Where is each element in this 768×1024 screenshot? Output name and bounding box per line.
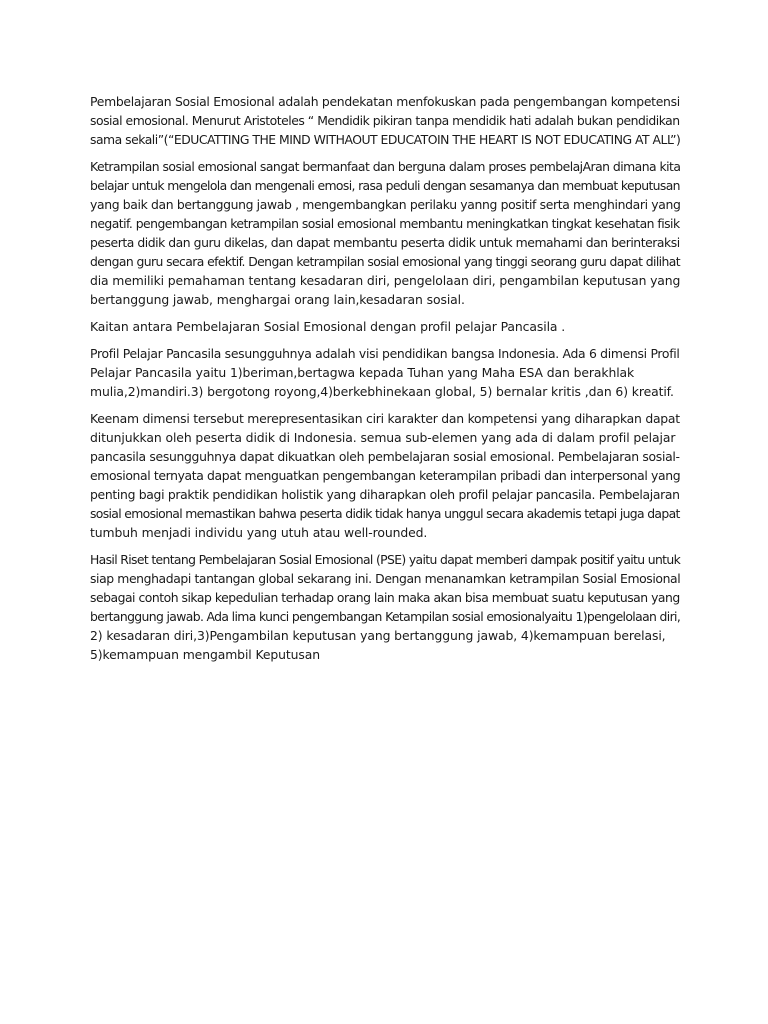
document-body — [90, 92, 680, 672]
text-line: siap menghadapi tantangan global sekarang ini. Dengan menanamkan ketrampilan Sosial Emosional — [90, 571, 681, 586]
text-line: yang baik dan bertanggung jawab , mengembangkan perilaku yanng positif serta menghindari yang — [90, 197, 681, 212]
text-line: Profil Pelajar Pancasila sesungguhnya adalah visi pendidikan bangsa Indonesia. Ada 6 dimensi Profil — [90, 346, 680, 361]
text-line: dia memiliki pemahaman tentang kesadaran diri, pengelolaan diri, pengambilan keputusan yang — [90, 273, 681, 288]
text-line: bertanggung jawab, menghargai orang lain,kesadaran sosial. — [90, 292, 465, 307]
text-line: negatif. pengembangan ketrampilan sosial emosional membantu meningkatkan tingkat kesehatan fisik — [90, 216, 680, 231]
paragraph-hasil-riset — [90, 550, 680, 664]
text-line: Pembelajaran Sosial Emosional adalah pendekatan menfokuskan pada pengembangan kompetensi — [90, 94, 680, 109]
text-line: sebagai contoh sikap kepedulian terhadap orang lain maka akan bisa membuat suatu keputusan yang — [90, 590, 680, 605]
text-line: peserta didik dan guru dikelas, dan dapat membantu peserta didik untuk memahami dan berinteraksi — [90, 235, 680, 250]
paragraph-keenam — [90, 409, 680, 542]
text-line: ditunjukkan oleh peserta didik di Indonesia. semua sub-elemen yang ada di dalam profil pelajar — [90, 430, 676, 445]
text-line: penting bagi praktik pendidikan holistik yang diharapkan oleh profil pelajar pancasila. Pembelajaran — [90, 487, 680, 502]
text-line: Ketrampilan sosial emosional sangat bermanfaat dan berguna dalam proses pembelajAran dimana kita — [90, 159, 681, 174]
text-line: mulia,2)mandiri.3) bergotong royong,4)berkebhinekaan global, 5) bernalar kritis ,dan 6) kreatif. — [90, 384, 674, 399]
paragraph-intro — [90, 92, 680, 149]
text-line: sosial emosional. Menurut Aristoteles “ Mendidik pikiran tanpa mendidik hati adalah bukan pendidikan — [90, 113, 680, 128]
text-line: dengan guru secara efektif. Dengan ketrampilan sosial emosional yang tinggi seorang guru dapat dilihat — [90, 254, 681, 269]
paragraph-profil — [90, 344, 680, 401]
text-line: Hasil Riset tentang Pembelajaran Sosial Emosional (PSE) yaitu dapat memberi dampak positif yaitu untuk — [90, 552, 681, 567]
text-line: belajar untuk mengelola dan mengenali emosi, rasa peduli dengan sesamanya dan membuat keputusan — [90, 178, 680, 193]
paragraph-kaitan — [90, 317, 680, 336]
text-line: Pelajar Pancasila yaitu 1)beriman,bertagwa kepada Tuhan yang Maha ESA dan berakhlak — [90, 365, 635, 380]
text-line: Kaitan antara Pembelajaran Sosial Emosional dengan profil pelajar Pancasila . — [90, 319, 566, 334]
text-line: 2) kesadaran diri,3)Pengambilan keputusan yang bertanggung jawab, 4)kemampuan berelasi, — [90, 628, 666, 643]
text-line: tumbuh menjadi individu yang utuh atau well-rounded. — [90, 525, 428, 540]
paragraph-ketrampilan — [90, 157, 680, 309]
text-line: pancasila sesungguhnya dapat dikuatkan oleh pembelajaran sosial emosional. Pembelajaran sosial- — [90, 449, 680, 464]
text-line: sosial emosional memastikan bahwa peserta didik tidak hanya unggul secara akademis tetapi juga dapat — [90, 506, 680, 521]
text-line: 5)kemampuan mengambil Keputusan — [90, 647, 321, 662]
text-line: emosional ternyata dapat menguatkan pengembangan keterampilan pribadi dan interpersonal yang — [90, 468, 681, 483]
text-line: sama sekali”(“EDUCATTING THE MIND WITHAOUT EDUCATOIN THE HEART IS NOT EDUCATING AT ALL”) — [90, 132, 681, 147]
text-line: bertanggung jawab. Ada lima kunci pengembangan Ketampilan sosial emosionalyaitu 1)pengelolaan diri, — [90, 609, 681, 624]
text-line: Keenam dimensi tersebut merepresentasikan ciri karakter dan kompetensi yang diharapkan dapat — [90, 411, 680, 426]
